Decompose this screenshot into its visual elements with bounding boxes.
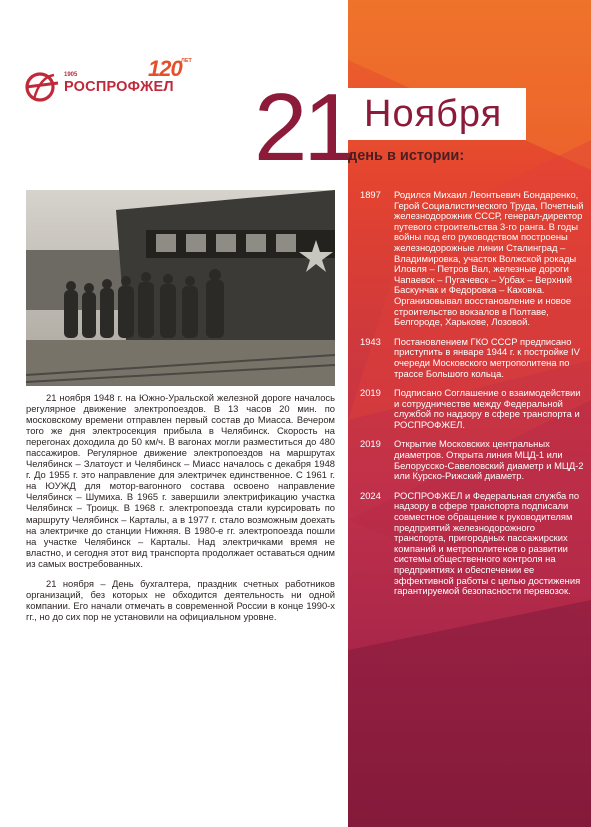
event-year: 1897 xyxy=(360,189,381,200)
event-year: 2019 xyxy=(360,387,381,399)
logo-name: РОСПРОФЖЕЛ xyxy=(64,79,174,95)
page-subtitle: день в истории: xyxy=(348,148,465,164)
event-item xyxy=(360,337,585,379)
logo-wheel-icon xyxy=(24,71,60,103)
event-item xyxy=(360,439,585,481)
event-text: РОСПРОФЖЕЛ и Федеральная служба по надзору в сфере транспорта подписали совместное обращение к руководителям предприятий железнодорожного транспорта, пригородных пассажирских компаний и метрополитенов о развитии системы общественного контроля на предприятиях и обеспечении ее эффективной работы с целью достижения гарантируемой безопасности перевозок. xyxy=(394,489,581,597)
article-paragraph: 21 ноября 1948 г. на Южно-Уральской железной дороге началось регулярное движение электропоездов. В 13 часов 20 мин. по московскому времени отправлен первый состав до Миасса. Вечером того же дня электросекция прибыла в Челябинск. Скорость на перегонах доходила до 50 км/ч. В вагонах могли разместиться до 480 пассажиров. Регулярное движение электропоездов на маршрутах Челябинск – Златоуст и Челябинск – Миасс началось с декабря 1948 г. До 1955 г. это направление для электричек единственное. С 1961 г. на ЮУЖД для мотор-вагонного состава освоено направление Челябинск – Шумиха. В 1965 г. завершили электрификацию участка Челябинск – Троицк. В 1968 г. электропоезда стали курсировать по маршруту Челябинск – Карталы, а в 1977 г. стало возможным доехать на электричке до станции Нижняя. В 1980-е гг. электропоезда пошли на участке Челябинск – Карталы. Над электричками время не властно, и сегодня этот вид транспорта продолжает оставаться одним из самых востребованных. xyxy=(26,392,335,569)
event-year: 1943 xyxy=(360,335,381,347)
events-list xyxy=(360,190,585,606)
historical-photo xyxy=(26,190,335,386)
event-year: 2019 xyxy=(360,438,381,450)
event-text: Открытие Московских центральных диаметров. Открыта линия МЦД-1 или Белорусско-Савеловский диаметр и МЦД-2 или Курско-Рижский диаметр. xyxy=(394,438,584,482)
logo-since-year: 1905 xyxy=(64,72,78,78)
anniversary-number: 120 xyxy=(148,56,182,81)
train-crew-photo xyxy=(26,190,335,386)
event-item xyxy=(360,190,585,328)
article xyxy=(26,392,335,631)
article-paragraph: 21 ноября – День бухгалтера, праздник счетных работников организаций, без которых не обходится деятельность ни одной компании. Его начали отмечать в современной России в конце 1990-х гг., но до сих пор не установили на официальном уровне. xyxy=(26,577,335,622)
event-year: 2024 xyxy=(360,489,381,501)
event-text: Постановлением ГКО СССР предписано приступить в январе 1944 г. к постройке IV очереди Московского метрополитена по трассе Большого кольца. xyxy=(394,335,580,379)
event-item xyxy=(360,491,585,597)
anniversary-unit: ЛЕТ xyxy=(181,58,192,64)
day-number: 21 xyxy=(254,74,353,181)
event-item xyxy=(360,388,585,430)
month-name: Ноября xyxy=(364,93,503,135)
event-text: Родился Михаил Леонтьевич Бондаренко, Герой Социалистического Труда, Почетный железнодорожник СССР, генерал-директор путевого строительства 3-го ранга. В годы войны под его руководством построены железнодорожные линии Сталинград – Владимировка, участок Волжской рокады Иловля – Петров Вал, железные дороги Чапаевск – Пугачевск – Урбах – Верхний Баскунчак и Федоровка – Каховка. Организовывал восстановление и новое строительство вокзалов в Полтаве, Белгороде, Харькове, Лозовой. xyxy=(394,189,584,328)
event-text: Подписано Соглашение о взаимодействии и сотрудничестве между Федеральной службой по надзору в сфере транспорта и РОСПРОФЖЕЛ. xyxy=(394,387,581,430)
